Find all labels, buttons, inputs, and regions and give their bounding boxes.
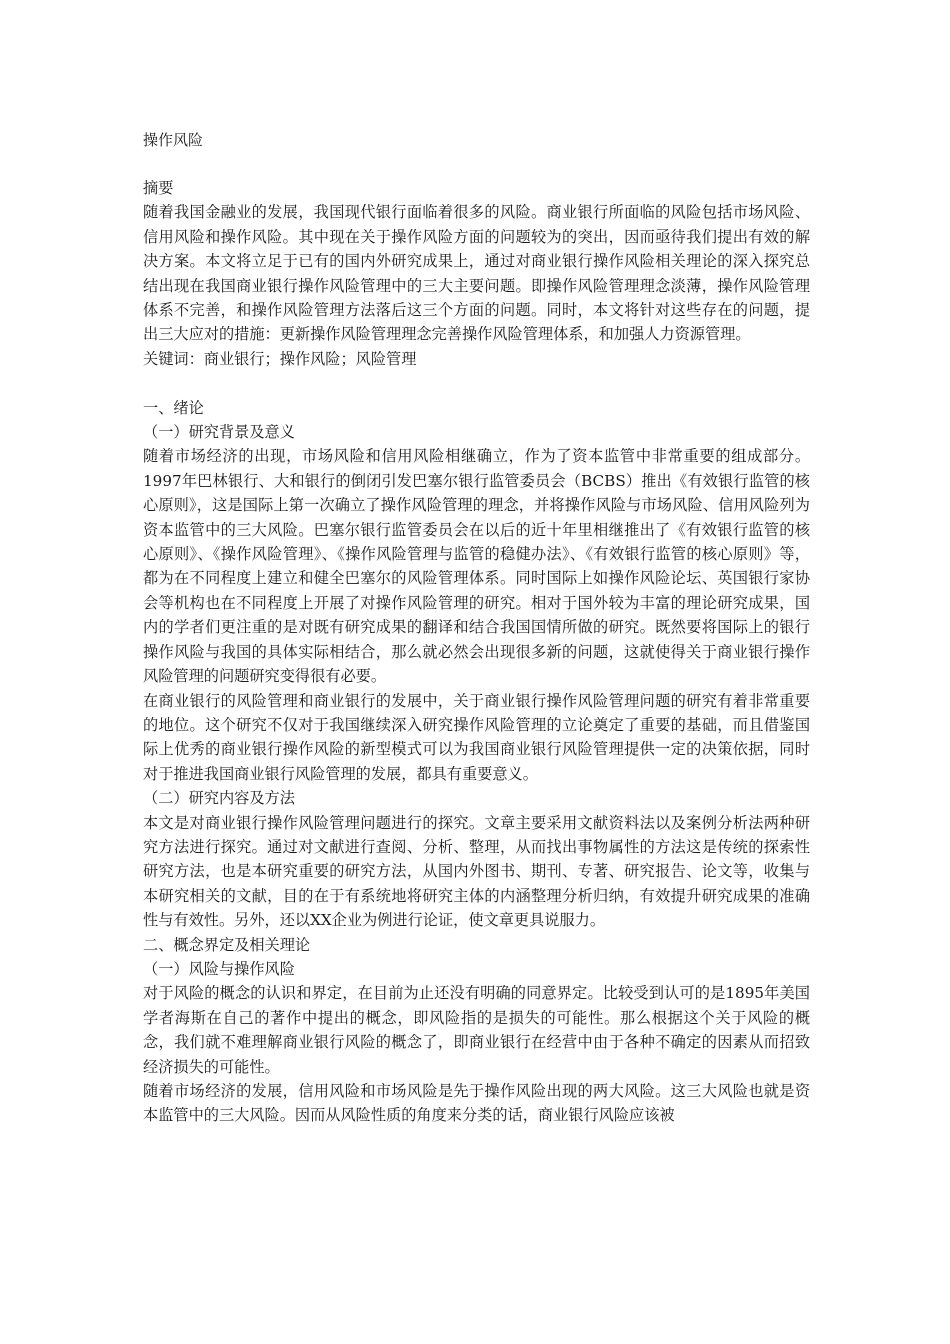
section-1-1-paragraph-2: 在商业银行的风险管理和商业银行的发展中，关于商业银行操作风险管理问题的研究有着非常重要的地位。这个研究不仅对于我国继续深入研究操作风险管理的立论奠定了重要的基础，而且借鉴国际上优秀的商业银行操作风险的新型模式可以为我国商业银行风险管理提供一定的决策依据，同时对于推进我国商业银行风险管理的发展，都具有重要意义。 bbox=[143, 691, 810, 783]
section-2-1-paragraph-2: 随着市场经济的发展，信用风险和市场风险是先于操作风险出现的两大风险。这三大风险也就是资本监管中的三大风险。因而从风险性质的角度来分类的话，商业银行风险应该被 bbox=[143, 1082, 810, 1125]
section-1-2-heading: （二）研究内容及方法 bbox=[143, 789, 295, 808]
document-title: 操作风险 bbox=[143, 131, 204, 149]
section-1-2-paragraph-1: 本文是对商业银行操作风险管理问题进行的探究。文章主要采用文献资料法以及案例分析法两种研究方法进行探究。通过对文献进行查阅、分析、整理，从而找出事物属性的方法这是传统的探索性研究方法，也是本研究重要的研究方法，从国内外图书、期刊、专著、研究报告、论文等，收集与本研究相关的文献，目的在于有系统地将研究主体的内涵整理分析归纳，有效提升研究成果的准确性与有效性。另外，还以XX企业为例进行论证，使文章更具说服力。 bbox=[143, 813, 810, 930]
section-1-1-heading: （一）研究背景及意义 bbox=[143, 423, 295, 442]
section-2-1-heading: （一）风险与操作风险 bbox=[143, 959, 295, 978]
section-1-heading: 一、绪论 bbox=[143, 398, 204, 417]
section-2-1-paragraph-1: 对于风险的概念的认识和界定，在目前为止还没有明确的同意界定。比较受到认可的是1895年美国学者海斯在自己的著作中提出的概念，即风险指的是损失的可能性。那么根据这个关于风险的概念，我们就不难理解商业银行风险的概念了，即商业银行在经营中由于各种不确定的因素从而招致经济损失的可能性。 bbox=[143, 984, 810, 1076]
document-body bbox=[143, 176, 810, 1128]
section-2-heading: 二、概念界定及相关理论 bbox=[143, 935, 311, 954]
keywords-line: 关键词：商业银行；操作风险；风险管理 bbox=[143, 349, 417, 368]
blank-line bbox=[143, 371, 810, 395]
section-1-1-paragraph-1: 随着市场经济的出现，市场风险和信用风险相继确立，作为了资本监管中非常重要的组成部分。1997年巴林银行、大和银行的倒闭引发巴塞尔银行监管委员会（BCBS）推出《有效银行监管的核心原则》，这是国际上第一次确立了操作风险管理的理念，并将操作风险与市场风险、信用风险列为资本监管中的三大风险。巴塞尔银行监管委员会在以后的近十年里相继推出了《有效银行监管的核心原则》、《操作风险管理》、《操作风险管理与监管的稳健办法》、《有效银行监管的核心原则》等，都为在不同程度上建立和健全巴塞尔的风险管理体系。同时国际上如操作风险论坛、英国银行家协会等机构也在不同程度上开展了对操作风险管理的研究。相对于国外较为丰富的理论研究成果，国内的学者们更注重的是对既有研究成果的翻译和结合我国国情所做的研究。既然要将国际上的银行操作风险与我国的具体实际相结合，那么就必然会出现很多新的问题，这就使得关于商业银行操作风险管理的问题研究变得很有必要。 bbox=[143, 447, 810, 686]
abstract-paragraph: 随着我国金融业的发展，我国现代银行面临着很多的风险。商业银行所面临的风险包括市场风险、信用风险和操作风险。其中现在关于操作风险方面的问题较为的突出，因而亟待我们提出有效的解决方案。本文将立足于已有的国内外研究成果上，通过对商业银行操作风险相关理论的深入探究总结出现在我国商业银行操作风险管理中的三大主要问题。即操作风险管理理念淡薄，操作风险管理体系不完善，和操作风险管理方法落后这三个方面的问题。同时，本文将针对这些存在的问题，提出三大应对的措施：更新操作风险管理理念完善操作风险管理体系，和加强人力资源管理。 bbox=[143, 203, 810, 344]
abstract-heading: 摘要 bbox=[143, 179, 174, 197]
